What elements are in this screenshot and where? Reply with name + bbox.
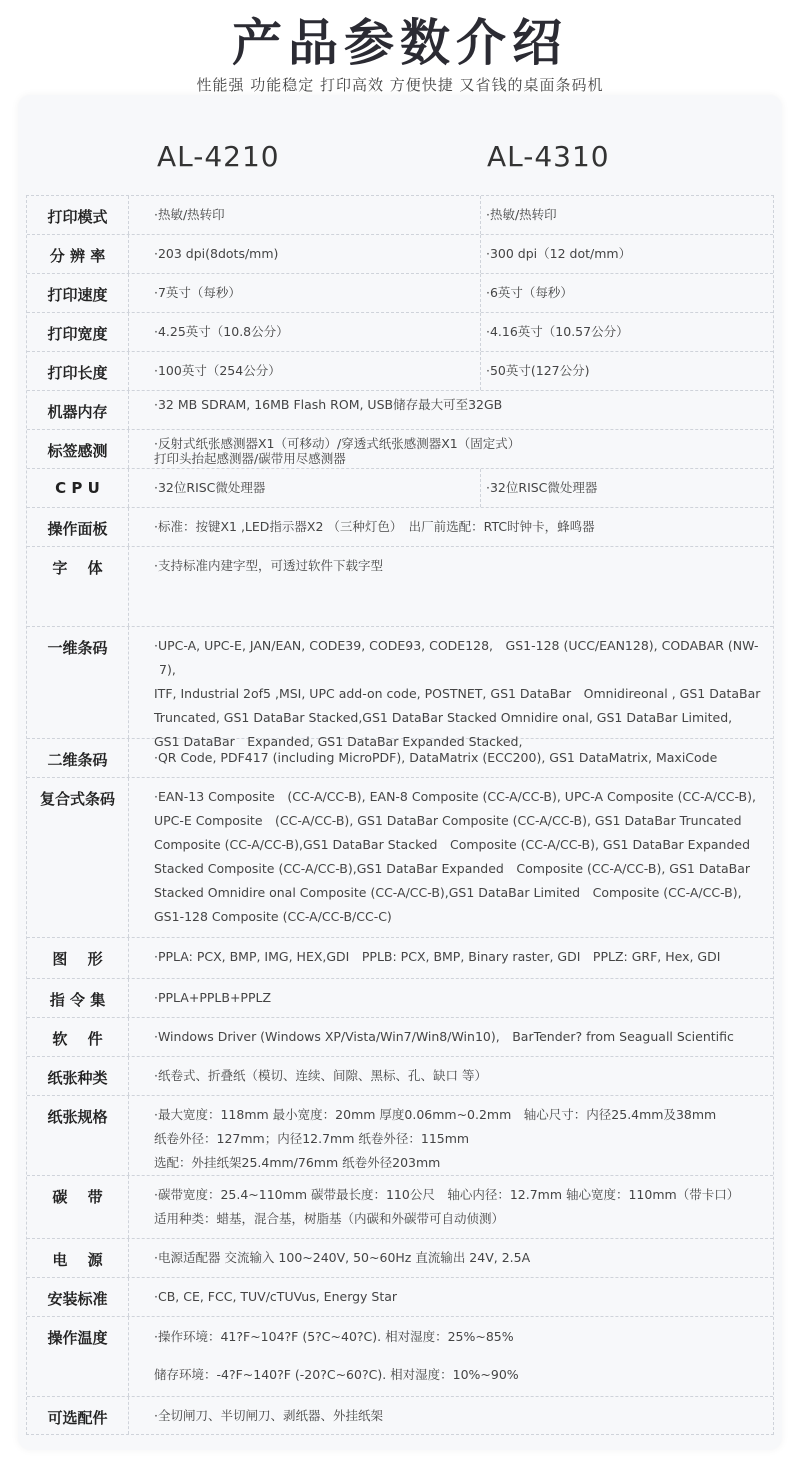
spec-label: C P U [27, 469, 129, 507]
spec-value [129, 1096, 773, 1175]
spec-line: ·电源适配器 交流输入 100~240V, 50~60Hz 直流输出 24V, 2.5A [154, 1250, 531, 1265]
spec-row [27, 739, 773, 778]
spec-row [27, 1057, 773, 1096]
spec-line: ·Windows Driver (Windows XP/Vista/Win7/Win8/Win10), BarTender? from Seaguall Scientific [154, 1029, 734, 1044]
spec-line: ·PPLA: PCX, BMP, IMG, HEX,GDI PPLB: PCX, BMP, Binary raster, GDI PPLZ: GRF, Hex, GDI [154, 949, 721, 964]
spec-line: ·反射式纸张感测器X1（可移动）/穿透式纸张感测器X1（固定式） [154, 436, 521, 451]
spec-line: ·纸卷式、折叠纸（模切、连续、间隙、黑标、孔、缺口 等） [154, 1068, 487, 1083]
spec-line: ·最大宽度：118mm 最小宽度：20mm 厚度0.06mm~0.2mm 轴心尺寸：内径25.4mm及38mm [154, 1107, 717, 1122]
spec-label: 打印宽度 [27, 313, 129, 351]
spec-label: 碳 带 [27, 1176, 129, 1238]
spec-value [129, 547, 773, 626]
spec-row [27, 508, 773, 547]
spec-value [129, 778, 773, 937]
spec-line: 储存环境：-4?F~140?F (-20?C~60?C). 相对湿度：10%~90% [154, 1367, 519, 1382]
spec-value [129, 1057, 773, 1095]
spec-table [26, 195, 774, 1435]
spec-value-4210: ·203 dpi(8dots/mm) [129, 235, 481, 273]
spec-row [27, 196, 773, 235]
spec-value [129, 979, 773, 1017]
model-name-4210: AL-4210 [157, 140, 280, 173]
spec-line: 适用种类：蜡基，混合基，树脂基（内碳和外碳带可自动侦测） [154, 1211, 505, 1226]
spec-line: ·EAN-13 Composite (CC-A/CC-B), EAN-8 Composite (CC-A/CC-B), UPC-A Composite (CC-A/CC-B), [154, 789, 756, 804]
spec-line: ·操作环境：41?F~104?F (5?C~40?C). 相对湿度：25%~85% [154, 1329, 514, 1344]
spec-row [27, 1096, 773, 1176]
spec-row [27, 1397, 773, 1434]
spec-label: 打印长度 [27, 352, 129, 390]
spec-row [27, 1239, 773, 1278]
spec-row [27, 1317, 773, 1397]
spec-label: 复合式条码 [27, 778, 129, 937]
spec-line: GS1 DataBar Expanded, GS1 DataBar Expanded Stacked, [154, 734, 523, 749]
spec-row [27, 391, 773, 430]
spec-value [129, 938, 773, 978]
spec-line: ·支持标准内建字型，可透过软件下载字型 [154, 558, 383, 573]
spec-line [159, 1346, 765, 1365]
spec-label: 操作面板 [27, 508, 129, 546]
spec-row [27, 938, 773, 979]
spec-row [27, 979, 773, 1018]
spec-label: 机器内存 [27, 391, 129, 429]
spec-line: UPC-E Composite (CC-A/CC-B), GS1 DataBar Composite (CC-A/CC-B), GS1 DataBar Truncated [154, 813, 742, 828]
spec-label: 可选配件 [27, 1397, 129, 1434]
spec-value-4210: ·7英寸（每秒） [129, 274, 481, 312]
spec-value-4310: ·4.16英寸（10.57公分） [486, 324, 629, 339]
spec-label: 纸张规格 [27, 1096, 129, 1175]
spec-label: 一维条码 [27, 627, 129, 738]
spec-value-4210: ·热敏/热转印 [129, 196, 481, 234]
spec-value [129, 1018, 773, 1056]
spec-row [27, 352, 773, 391]
spec-value-4210: ·100英寸（254公分） [129, 352, 481, 390]
spec-label: 指 令 集 [27, 979, 129, 1017]
spec-value-4310: ·热敏/热转印 [486, 207, 557, 222]
spec-row [27, 430, 773, 469]
spec-value-4310: ·300 dpi（12 dot/mm） [486, 246, 632, 261]
spec-line: 纸卷外径：127mm；内径12.7mm 纸卷外径：115mm [154, 1131, 470, 1146]
spec-label: 安装标准 [27, 1278, 129, 1316]
spec-value [129, 508, 773, 546]
spec-row [27, 778, 773, 938]
spec-row [27, 547, 773, 627]
spec-value [129, 1239, 773, 1277]
spec-label: 打印模式 [27, 196, 129, 234]
spec-row [27, 235, 773, 274]
spec-line: Stacked Omnidire onal Composite (CC-A/CC-B),GS1 DataBar Limited Composite (CC-A/CC-B), [154, 885, 742, 900]
spec-value [129, 739, 773, 777]
spec-value [129, 1176, 773, 1238]
spec-value-4210: ·4.25英寸（10.8公分） [129, 313, 481, 351]
spec-value-4210: ·32位RISC微处理器 [129, 469, 481, 507]
spec-value [129, 391, 773, 429]
spec-value-4310: ·50英寸(127公分) [486, 363, 590, 378]
spec-line: Stacked Composite (CC-A/CC-B),GS1 DataBar Expanded Composite (CC-A/CC-B), GS1 DataBar [154, 861, 751, 876]
spec-line: ·标准：按键X1 ,LED指示器X2 （三种灯色） 出厂前选配：RTC时钟卡，蜂鸣器 [154, 519, 595, 534]
spec-line: ITF, Industrial 2of5 ,MSI, UPC add-on code, POSTNET, GS1 DataBar Omnidireonal , GS1 DataBar [154, 686, 761, 701]
spec-label: 软 件 [27, 1018, 129, 1056]
spec-label: 二维条码 [27, 739, 129, 777]
spec-value [129, 627, 773, 749]
spec-line: ·碳带宽度：25.4~110mm 碳带最长度：110公尺 轴心内径：12.7mm 轴心宽度：110mm（带卡口） [154, 1187, 740, 1202]
spec-label: 纸张种类 [27, 1057, 129, 1095]
spec-line: GS1-128 Composite (CC-A/CC-B/CC-C) [154, 909, 392, 924]
spec-row [27, 274, 773, 313]
spec-value-4310: ·32位RISC微处理器 [486, 480, 598, 495]
spec-value [129, 1397, 773, 1434]
spec-label: 打印速度 [27, 274, 129, 312]
spec-row [27, 627, 773, 749]
spec-value [129, 1278, 773, 1316]
spec-line: ·PPLA+PPLB+PPLZ [154, 990, 272, 1005]
spec-line: Truncated, GS1 DataBar Stacked,GS1 DataBar Stacked Omnidire onal, GS1 DataBar Limited, [154, 710, 733, 725]
spec-line: ·全切闸刀、半切闸刀、剥纸器、外挂纸架 [154, 1408, 383, 1423]
spec-label: 图 形 [27, 938, 129, 978]
spec-label: 字 体 [27, 547, 129, 626]
spec-line: Composite (CC-A/CC-B),GS1 DataBar Stacked Composite (CC-A/CC-B), GS1 DataBar Expanded [154, 837, 751, 852]
spec-line: 选配：外挂纸架25.4mm/76mm 纸卷外径203mm [154, 1155, 441, 1170]
spec-label: 电 源 [27, 1239, 129, 1277]
spec-label: 操作温度 [27, 1317, 129, 1396]
spec-label: 分 辨 率 [27, 235, 129, 273]
spec-row [27, 1018, 773, 1057]
page-subtitle: 性能强 功能稳定 打印高效 方便快捷 又省钱的桌面条码机 [196, 76, 604, 94]
spec-line: 打印头抬起感测器/碳带用尽感测器 [154, 451, 346, 466]
page-title: 产品参数介绍 [232, 14, 568, 72]
spec-line: ·32 MB SDRAM, 16MB Flash ROM, USB储存最大可至32GB [154, 397, 503, 412]
spec-row [27, 1176, 773, 1239]
spec-value [129, 430, 773, 468]
spec-label: 标签感测 [27, 430, 129, 468]
spec-value [129, 1317, 773, 1396]
spec-row [27, 313, 773, 352]
spec-line: ·CB, CE, FCC, TUV/cTUVus, Energy Star [154, 1289, 398, 1304]
spec-value-4310: ·6英寸（每秒） [486, 285, 573, 300]
spec-line: ·UPC-A, UPC-E, JAN/EAN, CODE39, CODE93, CODE128, GS1-128 (UCC/EAN128), CODABAR (NW-7), [154, 638, 759, 677]
spec-row [27, 469, 773, 508]
spec-row [27, 1278, 773, 1317]
spec-line: ·QR Code, PDF417 (including MicroPDF), DataMatrix (ECC200), GS1 DataMatrix, MaxiCode [154, 750, 718, 765]
model-name-4310: AL-4310 [487, 140, 610, 173]
